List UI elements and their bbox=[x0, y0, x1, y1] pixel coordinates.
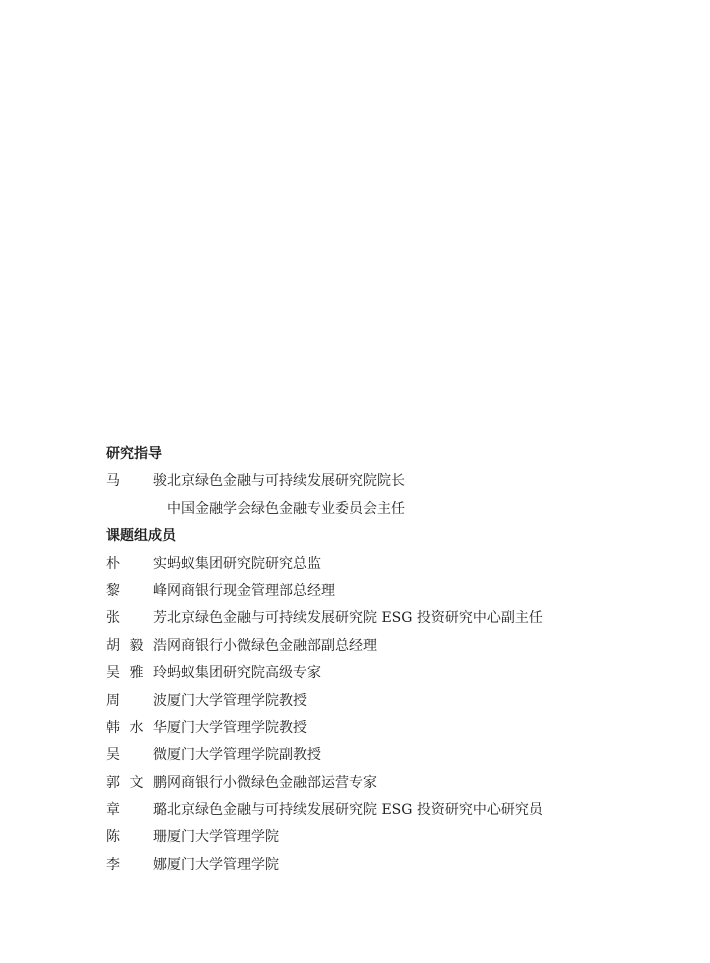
member-role: 厦门大学管理学院 bbox=[167, 829, 279, 846]
member-name: 周 波 bbox=[106, 692, 167, 709]
member-role: 厦门大学管理学院 bbox=[167, 856, 279, 873]
member-name: 韩水华 bbox=[106, 719, 167, 736]
member-row bbox=[106, 800, 666, 827]
member-row bbox=[106, 718, 666, 745]
member-role: 网商银行现金管理部总经理 bbox=[167, 582, 335, 599]
member-role: 厦门大学管理学院教授 bbox=[167, 719, 307, 736]
member-name: 章 璐 bbox=[106, 802, 167, 819]
member-row bbox=[106, 773, 666, 800]
member-row bbox=[106, 663, 666, 690]
member-name: 胡毅浩 bbox=[106, 637, 167, 654]
advisor-row bbox=[106, 471, 666, 498]
member-row bbox=[106, 691, 666, 718]
member-role: 北京绿色金融与可持续发展研究院 ESG 投资研究中心研究员 bbox=[167, 802, 543, 819]
member-role: 蚂蚁集团研究院研究总监 bbox=[167, 555, 321, 572]
member-name: 陈 珊 bbox=[106, 829, 167, 846]
advisor-role-row bbox=[106, 499, 666, 526]
member-row bbox=[106, 581, 666, 608]
member-name: 李 娜 bbox=[106, 856, 167, 873]
advisor-role: 北京绿色金融与可持续发展研究院院长 bbox=[167, 473, 405, 490]
member-role: 厦门大学管理学院副教授 bbox=[167, 747, 321, 764]
member-row bbox=[106, 827, 666, 854]
member-role: 网商银行小微绿色金融部副总经理 bbox=[167, 637, 377, 654]
member-row bbox=[106, 745, 666, 772]
member-name: 郭文鹏 bbox=[106, 774, 167, 791]
member-role: 厦门大学管理学院教授 bbox=[167, 692, 307, 709]
member-row bbox=[106, 554, 666, 581]
member-name: 吴 微 bbox=[106, 747, 167, 764]
member-role: 蚂蚁集团研究院高级专家 bbox=[167, 665, 321, 682]
member-name: 吴雅玲 bbox=[106, 665, 167, 682]
advisor-name: 马 骏 bbox=[106, 473, 167, 490]
member-role: 网商银行小微绿色金融部运营专家 bbox=[167, 774, 377, 791]
member-row bbox=[106, 855, 666, 882]
guidance-heading: 研究指导 bbox=[106, 446, 162, 462]
member-role: 北京绿色金融与可持续发展研究院 ESG 投资研究中心副主任 bbox=[167, 610, 543, 627]
advisor-role: 中国金融学会绿色金融专业委员会主任 bbox=[167, 500, 405, 517]
member-name: 朴 实 bbox=[106, 555, 167, 572]
team-heading: 课题组成员 bbox=[106, 528, 176, 545]
credits-section bbox=[106, 444, 666, 882]
member-name: 张 芳 bbox=[106, 610, 167, 627]
member-row bbox=[106, 608, 666, 635]
member-row bbox=[106, 636, 666, 663]
member-name: 黎 峰 bbox=[106, 582, 167, 599]
